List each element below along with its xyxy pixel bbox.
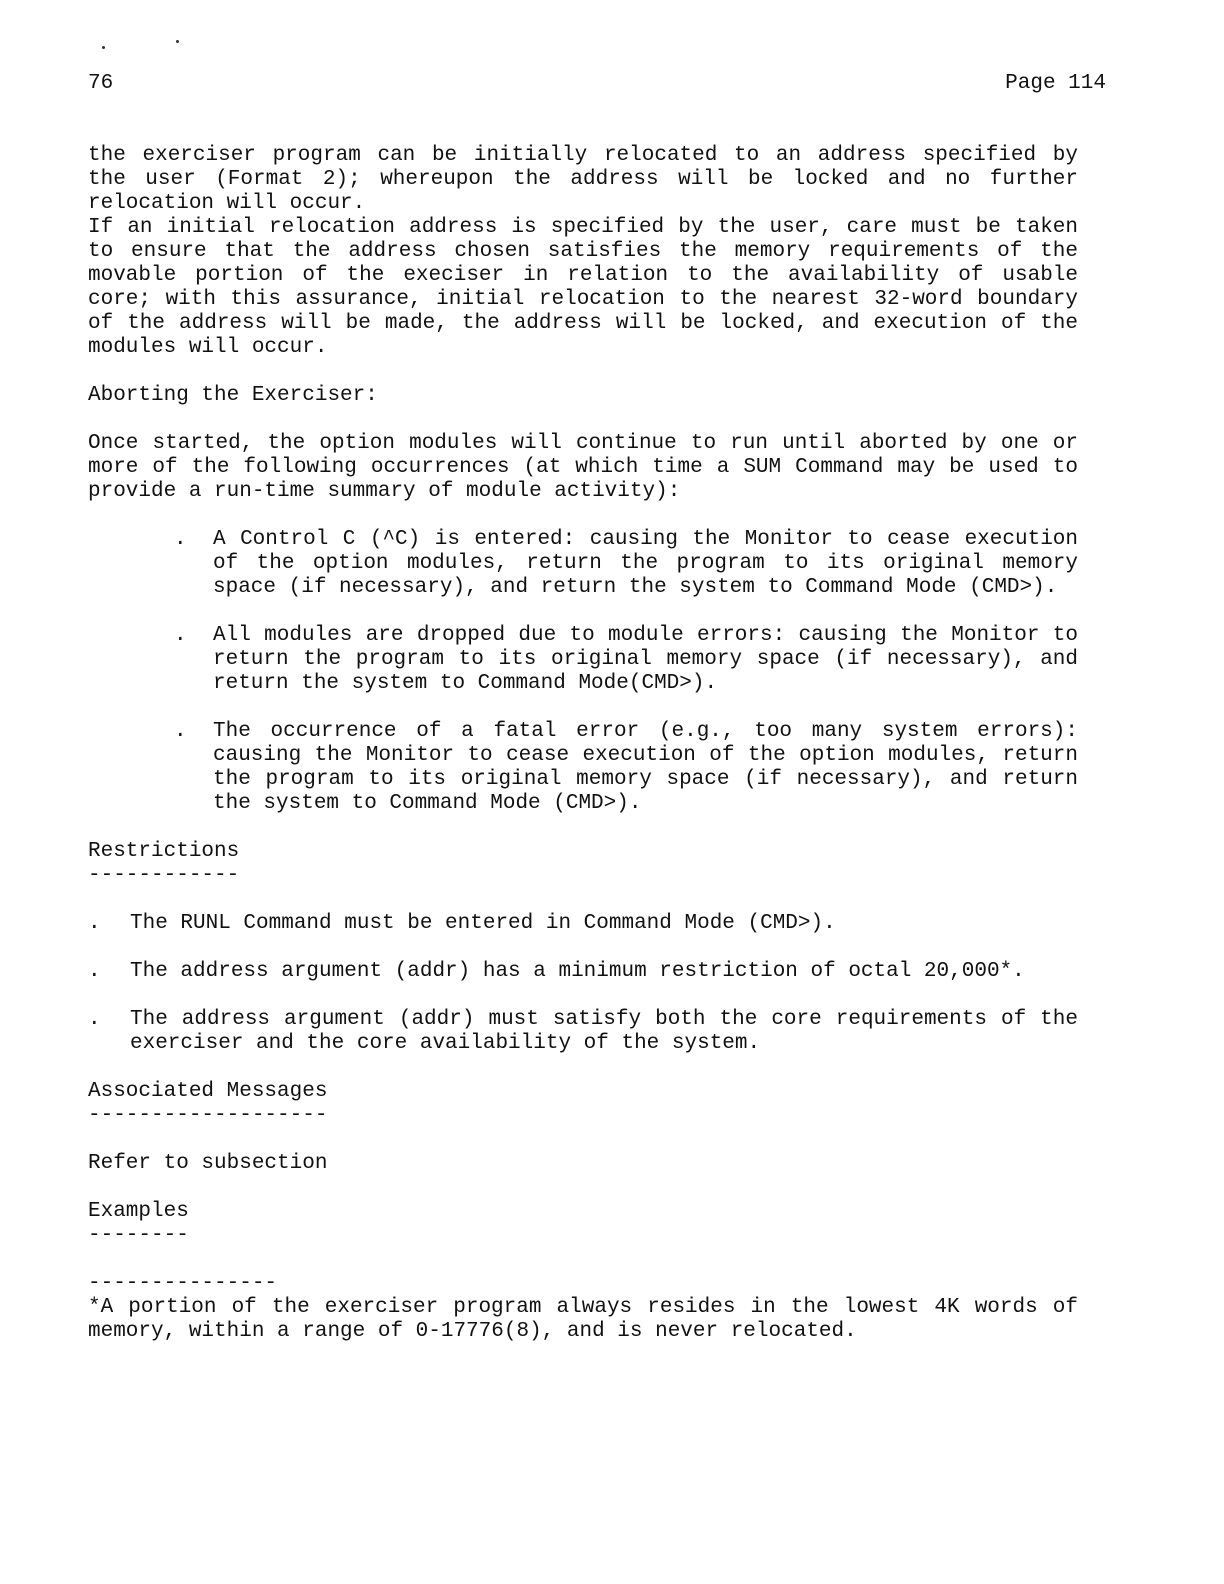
scan-specks: [100, 38, 190, 50]
page-number-right: Page 114: [1005, 72, 1106, 95]
page-content: [88, 144, 1078, 1344]
intro-paragraph: the exerciser program can be initially relocated to an address specified by the user (Format 2); whereupon the address will be locked and no further relocation will occur.: [88, 144, 1078, 215]
list-item-text: All modules are dropped due to module errors: causing the Monitor to return the program to its original memory space (if necessary), and return the system to Command Mode(CMD>).: [213, 624, 1078, 695]
page-header: [88, 72, 1106, 96]
list-item: [88, 720, 1078, 816]
associated-messages-text: Refer to subsection: [88, 1152, 328, 1175]
list-item-text: A Control C (^C) is entered: causing the Monitor to cease execution of the option modules, return the program to its original memory space (if necessary), and return the system to Command Mode (CMD>).: [213, 528, 1078, 599]
relocation-paragraph: If an initial relocation address is specified by the user, care must be taken to ensure that the address chosen satisfies the memory requirements of the movable portion of the execiser in relation to the availability of usable core; with this assurance, initial relocation to the nearest 32-word boundary of the address will be made, the address will be locked, and execution of the modules will occur.: [88, 216, 1078, 359]
list-item: [88, 1008, 1078, 1056]
footnote-rule: ---------------: [88, 1272, 278, 1295]
list-item-text: The address argument (addr) must satisfy both the core requirements of the exerciser and the core availability of the system.: [130, 1008, 1078, 1055]
aborting-heading: Aborting the Exerciser:: [88, 384, 378, 407]
aborting-list: [88, 528, 1078, 816]
list-item: [88, 960, 1078, 984]
bullet-dot: .: [174, 624, 187, 647]
restrictions-list: [88, 912, 1078, 1056]
examples-underline: --------: [88, 1224, 189, 1247]
bullet-dot: .: [88, 960, 101, 983]
list-item-text: The occurrence of a fatal error (e.g., too many system errors): causing the Monitor to cease execution of the option modules, return the program to its original memory space (if necessary), and return the system to Command Mode (CMD>).: [213, 720, 1078, 815]
list-item: [88, 912, 1078, 936]
footnote-text: *A portion of the exerciser program always resides in the lowest 4K words of memory, within a range of 0-17776(8), and is never relocated.: [88, 1296, 1078, 1343]
restrictions-underline: ------------: [88, 864, 240, 887]
examples-heading: Examples: [88, 1200, 189, 1223]
bullet-dot: .: [88, 912, 101, 935]
list-item: [88, 528, 1078, 600]
list-item-text: The RUNL Command must be entered in Command Mode (CMD>).: [130, 912, 836, 935]
restrictions-heading: Restrictions: [88, 840, 240, 863]
aborting-paragraph: Once started, the option modules will continue to run until aborted by one or more of the following occurrences (at which time a SUM Command may be used to provide a run-time summary of module activity):: [88, 432, 1078, 503]
page-number-left: 76: [88, 72, 114, 95]
bullet-dot: .: [174, 528, 187, 551]
list-item-text: The address argument (addr) has a minimum restriction of octal 20,000*.: [130, 960, 1025, 983]
bullet-dot: .: [88, 1008, 101, 1031]
bullet-dot: .: [174, 720, 187, 743]
associated-messages-heading: Associated Messages: [88, 1080, 328, 1103]
associated-messages-underline: -------------------: [88, 1104, 328, 1127]
list-item: [88, 624, 1078, 696]
